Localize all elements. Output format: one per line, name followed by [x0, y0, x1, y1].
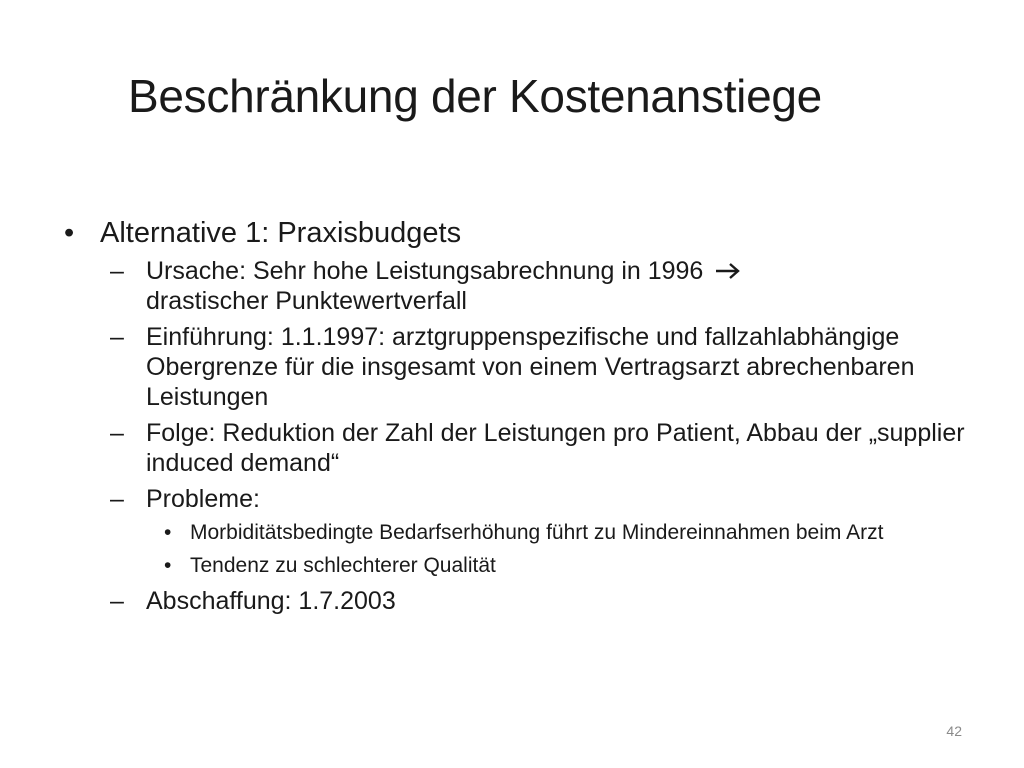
subsubbullet-problem-1 — [164, 520, 984, 545]
bullet-marker: • — [64, 217, 75, 249]
abschaffung-text: Abschaffung: 1.7.2003 — [146, 587, 396, 615]
bullet-marker: • — [164, 554, 172, 577]
folge-text: Folge: Reduktion der Zahl der Leistungen pro Patient, Abbau der „supplier induced demand“ — [146, 419, 965, 477]
problem-2-text: Tendenz zu schlechterer Qualität — [190, 554, 496, 577]
page-number: 42 — [946, 723, 962, 739]
subbullet-ursache — [110, 256, 984, 316]
subbullet-einfuehrung — [110, 322, 984, 412]
slide-title: Beschränkung der Kostenanstiege — [128, 70, 822, 122]
problem-1-text: Morbiditätsbedingte Bedarfserhöhung führt zu Mindereinnahmen beim Arzt — [190, 521, 884, 544]
subsubbullet-problem-2 — [164, 553, 984, 578]
dash-marker: – — [110, 257, 124, 285]
ursache-text-line1: Ursache: Sehr hohe Leistungsabrechnung in 1996 — [146, 257, 704, 285]
bullet-marker: • — [164, 521, 172, 544]
probleme-text: Probleme: — [146, 485, 260, 513]
arrow-right-icon — [714, 261, 742, 281]
subbullet-probleme — [110, 484, 984, 514]
bullet-alternative-1 — [64, 216, 984, 250]
einfuehrung-text: Einführung: 1.1.1997: arztgruppenspezifische und fallzahlabhängige Obergrenze für die insgesamt von einem Vertragsarzt abrechenbaren Leistungen — [146, 323, 915, 411]
slide-content — [64, 216, 984, 622]
subbullet-folge — [110, 418, 984, 478]
subbullet-abschaffung — [110, 586, 984, 616]
dash-marker: – — [110, 587, 124, 615]
bullet-text: Alternative 1: Praxisbudgets — [100, 217, 462, 249]
dash-marker: – — [110, 323, 124, 351]
dash-marker: – — [110, 419, 124, 447]
dash-marker: – — [110, 485, 124, 513]
ursache-text-line2: drastischer Punktewertverfall — [146, 287, 467, 315]
